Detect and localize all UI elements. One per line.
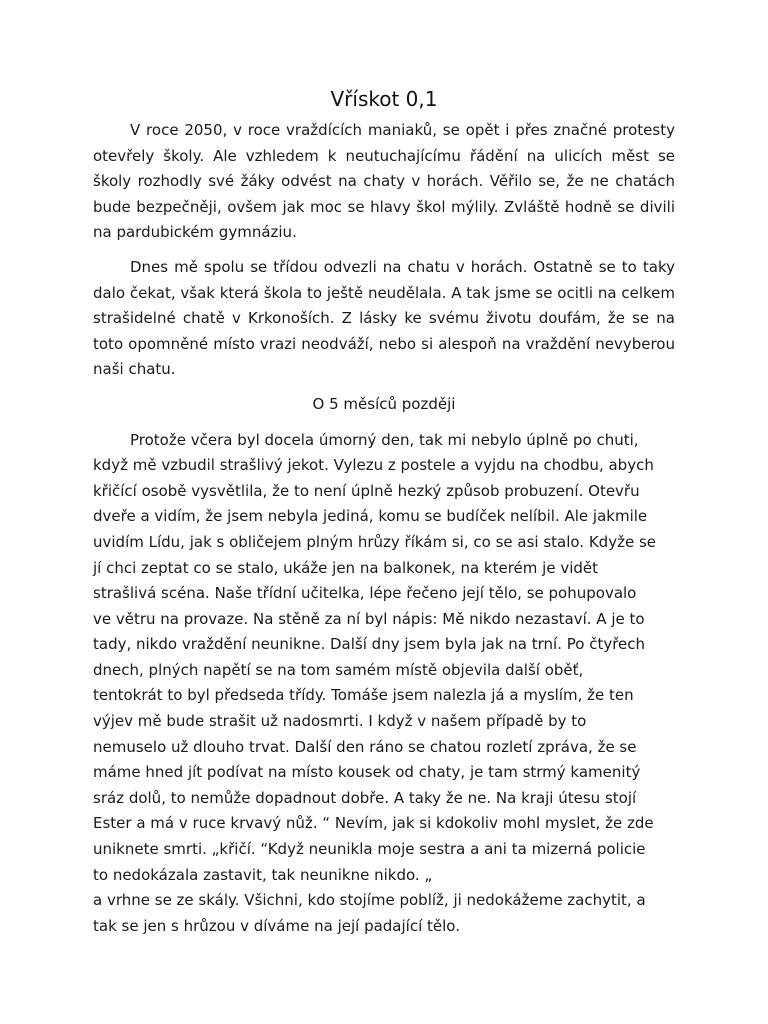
paragraph-intro: V roce 2050, v roce vraždících maniaků, se opět i přes značné protesty otevřely školy. Ale vzhledem k neutuchajícímu řádění na ulicích měst se školy rozhodly své žáky odvést na chaty v horách. Věřilo se, že ne chatách bude bezpečněji, ovšem jak moc se hlavy škol mýlily. Zvláště hodně se divili na pardubickém gymnáziu. xyxy=(93,121,675,242)
section-heading: O 5 měsíců později xyxy=(312,394,456,413)
paragraph-ending: a vrhne se ze skály. Všichni, kdo stojíme poblíž, ji nedokážeme zachytit, a tak se jen s hrůzou v díváme na její padající tělo. xyxy=(93,891,646,935)
paragraph-story: Protože včera byl docela úmorný den, tak mi nebylo úplně po chuti, když mě vzbudil strašlivý jekot. Vylezu z postele a vyjdu na chodbu, abych křičící osobě vysvětlila, že to není úplně hezký způsob probuzení. Otevřu dveře a vidím, že jsem nebyla jediná, komu se budíček nelíbil. Ale jakmile uvidím Lídu, jak s obličejem plným hrůzy říkám si, co se asi stalo. Kdyže se jí chci zeptat co se stalo, ukáže jen na balkonek, na kterém je vidět strašlivá scéna. Naše třídní učitelka, lépe řečeno její tělo, se pohupovalo ve větru na provaze. Na stěně za ní byl nápis: Mě nikdo nezastaví. A je to tady, nikdo vraždění neunikne. Další dny jsem byla jak na trní. Po čtyřech dnech, plných napětí se na tom samém místě objevila další oběť, tentokrát to byl předseda třídy. Tomáše jsem nalezla já a myslím, že ten výjev mě bude strašit už nadosmrti. I když v našem případě by to nemuselo už dlouho trvat. Další den ráno se chatou rozletí zpráva, že se máme hned jít podívat na místo kousek od chaty, je tam strmý kamenitý sráz dolů, to nemůže dopadnout dobře. A taky že ne. Na kraji útesu stojí Ester a má v ruce krvavý nůž. “ Nevím, jak si kdokoliv mohl myslet, že zde uniknete smrti. „křičí. “Když neunikla moje sestra a ani ta mizerná policie to nedokázala zastavit, tak neunikne nikdo. „ xyxy=(93,430,656,884)
paragraph-arrival: Dnes mě spolu se třídou odvezli na chatu v horách. Ostatně se to taky dalo čekat, však která škola to ještě neudělala. A tak jsme se ocitli na celkem strašidelné chatě v Krkonoších. Z lásky ke svému životu doufám, že se na toto opomněné místo vrazi neodváží, nebo si alespoň na vraždění nevyberou naši chatu. xyxy=(93,257,675,379)
document-page xyxy=(93,0,675,939)
document-title: Vřískot 0,1 xyxy=(330,87,438,111)
